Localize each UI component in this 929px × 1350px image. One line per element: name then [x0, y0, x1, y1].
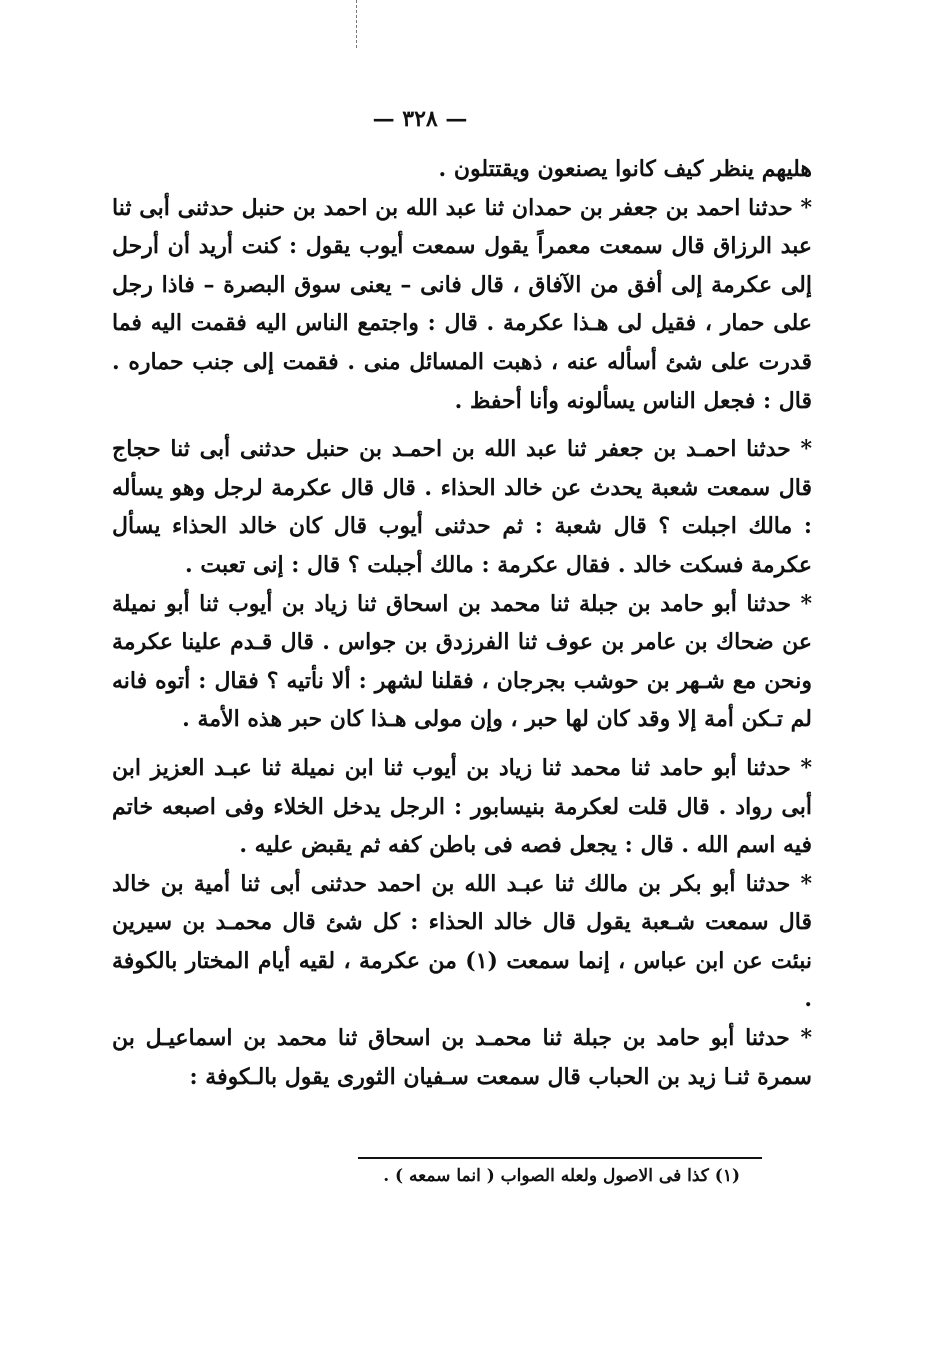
footnote-divider	[358, 1157, 762, 1159]
paragraph-2: * حدثنا احمد بن جعفر بن حمدان ثنا عبد الله بن احمد بن حنبل حدثنى أبى ثنا عبد الرزاق قال سمعت معمراً يقول سمعت أيوب يقول : كنت أريد أن أرحل إلى عكرمة إلى أفق من الآفاق ، قال فانى – يعنى سوق البصرة – فاذا رجل على حمار ، فقيل لى هـذا عكرمة . قال : واجتمع الناس اليه فقمت اليه فما قدرت على شئ أسأله عنه ، ذهبت المسائل منى . فقمت إلى جنب حماره . قال : فجعل الناس يسألونه وأنا أحفظ .	[112, 194, 812, 414]
page-number: — ٣٢٨ —	[372, 106, 468, 132]
footnote-1: (١) كذا فى الاصول ولعله الصواب ( انما سمعه ) .	[383, 1166, 740, 1186]
paragraph-4: * حدثنا أبو حامد بن جبلة ثنا محمد بن اسحاق ثنا زياد بن أيوب ثنا أبو نميلة عن ضحاك بن عامر بن عوف ثنا الفرزدق بن جواس . قال قـدم علينا عكرمة ونحن مع شـهر بن حوشب بجرجان ، فقلنا لشهر : ألا نأتيه ؟ فقال : أتوه فانه لم تـكن أمة إلا وقد كان لها حبر ، وإن مولى هـذا كان حبر هذه الأمة .	[112, 590, 812, 733]
paragraph-3: * حدثنا احمـد بن جعفر ثنا عبد الله بن احمـد بن حنبل حدثنى أبى ثنا حجاج قال سمعت شعبة يحدث عن خالد الحذاء . قال قال عكرمة لرجل وهو يسأله : مالك اجبلت ؟ قال شعبة : ثم حدثنى أيوب قال كان خالد الحذاء يسأل عكرمة فسكت خالد . فقال عكرمة : مالك أجبلت ؟ قال : إنى تعبت .	[112, 436, 813, 578]
binding-mark	[356, 0, 358, 48]
paragraph-1: هليهم ينظر كيف كانوا يصنعون ويقتتلون .	[438, 156, 812, 182]
paragraph-5: * حدثنا أبو حامد ثنا محمد ثنا زياد بن أيوب ثنا ابن نميلة ثنا عبـد العزيز ابن أبى رواد . قال قلت لعكرمة بنيسابور : الرجل يدخل الخلاء وفى اصبعه خاتم فيه اسم الله . قال : يجعل فصه فى باطن كفه ثم يقبض عليه .	[112, 754, 812, 859]
main-text	[112, 150, 812, 1096]
paragraph-6: * حدثنا أبو بكر بن مالك ثنا عبـد الله بن احمد حدثنى أبى ثنا أمية بن خالد قال سمعت شـعبة يقول قال خالد الحذاء : كل شئ قال محمـد بن سيرين نبئت عن ابن عباس ، إنما سمعت (١) من عكرمة ، لقيه أيام المختار بالكوفة .	[112, 870, 812, 1013]
paragraph-7: * حدثنا أبو حامد بن جبلة ثنا محمـد بن اسحاق ثنا محمد بن اسماعيـل بن سمرة ثنـا زيد بن الحباب قال سمعت سـفيان الثورى يقول بالـكوفة :	[112, 1025, 812, 1090]
